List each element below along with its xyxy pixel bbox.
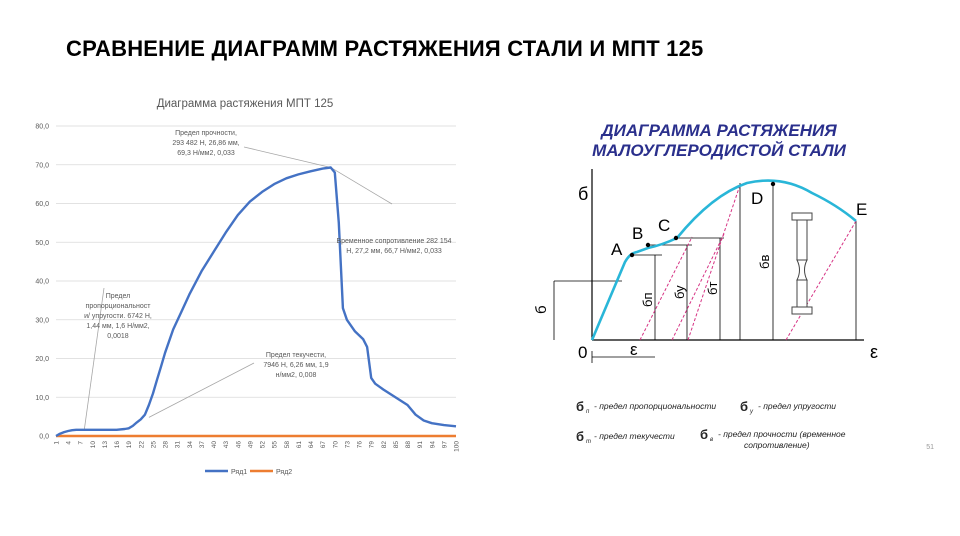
x-tick-label: 37 xyxy=(198,441,206,449)
x-tick-label: 85 xyxy=(392,441,400,449)
x-tick-label: 31 xyxy=(174,441,182,449)
x-tick-label: 61 xyxy=(295,441,303,449)
point-a xyxy=(630,253,634,257)
sigma-sp: бп xyxy=(640,292,655,307)
point-peak xyxy=(771,182,775,186)
legend-label-series2: Ряд2 xyxy=(276,469,293,476)
legend-v-text2: сопротивление) xyxy=(744,440,810,450)
y-tick-label: 20,0 xyxy=(35,356,49,363)
y-tick-label: 10,0 xyxy=(35,394,49,402)
legend-t-text: - предел текучести xyxy=(594,431,675,441)
steel-origin: 0 xyxy=(578,343,588,362)
annotation-line: н/мм2, 0,008 xyxy=(275,372,317,379)
y-tick-label: 80,0 xyxy=(35,123,49,131)
x-tick-label: 100 xyxy=(453,441,461,452)
x-tick-label: 76 xyxy=(356,441,364,449)
annotation-leaders xyxy=(84,147,392,430)
mpt-chart xyxy=(0,90,480,490)
sigma-labels xyxy=(533,255,772,314)
x-tick-label: 91 xyxy=(417,441,425,449)
annotations xyxy=(84,130,452,379)
grid-lines xyxy=(56,126,456,436)
x-tick-label: 28 xyxy=(162,441,170,449)
legend-y-sym: б xyxy=(740,399,749,414)
y-tick-label: 60,0 xyxy=(35,201,49,208)
x-tick-label: 43 xyxy=(223,441,231,449)
sigma-s0: б xyxy=(533,305,550,314)
y-tick-label: 0,0 xyxy=(39,433,49,441)
legend-v-sym: б xyxy=(700,427,709,442)
x-tick-label: 70 xyxy=(332,441,340,449)
legend-p-text: - предел пропорциональности xyxy=(594,401,717,411)
slide-title: СРАВНЕНИЕ ДИАГРАММ РАСТЯЖЕНИЯ СТАЛИ И МПТ 125 xyxy=(66,36,704,61)
y-tick-label: 30,0 xyxy=(35,317,49,325)
steel-curve xyxy=(592,181,856,340)
x-tick-label: 34 xyxy=(186,441,194,449)
chart-title: Диаграмма растяжения МПТ 125 xyxy=(156,98,334,110)
legend-y-sub: у xyxy=(750,409,753,415)
annotation-leader xyxy=(331,167,392,204)
x-tick-label: 7 xyxy=(77,441,85,445)
annotation-line: Н, 27,2 мм, 66,7 Н/мм2, 0,033 xyxy=(346,248,442,255)
x-tick-label: 49 xyxy=(247,441,255,449)
x-tick-label: 40 xyxy=(211,441,219,449)
specimen-icon xyxy=(792,213,812,314)
legend-v-sub: в xyxy=(710,437,714,443)
x-tick-label: 1 xyxy=(53,441,61,445)
x-tick-label: 58 xyxy=(283,441,291,449)
steel-legend xyxy=(576,399,846,450)
label-b: B xyxy=(632,224,644,243)
label-c: C xyxy=(658,216,671,235)
steel-diagram xyxy=(492,107,946,463)
y-tick-label: 70,0 xyxy=(35,162,49,170)
x-tick-label: 73 xyxy=(344,441,352,449)
legend xyxy=(205,469,292,476)
x-tick-label: 88 xyxy=(405,441,413,449)
page-number: 51 xyxy=(926,444,934,451)
x-tick-label: 19 xyxy=(126,441,134,449)
x-tick-labels xyxy=(54,441,461,452)
y-tick-labels xyxy=(35,124,49,441)
y-tick-label: 50,0 xyxy=(35,239,49,247)
x-tick-label: 10 xyxy=(89,441,97,449)
label-a: A xyxy=(611,240,623,259)
x-tick-label: 67 xyxy=(320,441,328,449)
steel-diagram-panel xyxy=(492,107,946,463)
x-tick-label: 22 xyxy=(138,441,146,449)
x-tick-label: 82 xyxy=(380,441,388,449)
steel-title-line2: МАЛОУГЛЕРОДИСТОЙ СТАЛИ xyxy=(592,141,846,160)
x-tick-label: 25 xyxy=(150,441,158,449)
point-c xyxy=(674,236,678,240)
annotation-line: 293 482 Н, 26,86 мм, xyxy=(172,140,240,147)
x-tick-label: 46 xyxy=(235,441,243,449)
steel-axis-x: ε xyxy=(870,342,879,362)
legend-t-sub: т xyxy=(586,439,591,445)
legend-y-text: - предел упругости xyxy=(758,401,837,411)
x-tick-label: 52 xyxy=(259,441,267,449)
sigma-sy: бу xyxy=(672,285,687,299)
point-b xyxy=(646,243,650,247)
annotation-line: Предел прочности, xyxy=(175,130,237,137)
label-d: D xyxy=(751,189,764,208)
steel-eps: ε xyxy=(630,340,638,359)
x-tick-label: 97 xyxy=(441,441,449,449)
x-tick-label: 16 xyxy=(114,441,122,449)
series-lines xyxy=(56,168,456,437)
sigma-sv: бв xyxy=(757,254,772,269)
annotation-line: и/ упругости. 6742 Н, xyxy=(84,313,152,320)
series-line xyxy=(56,168,456,437)
annotation-line: пропорциональност xyxy=(85,303,151,310)
x-tick-label: 13 xyxy=(101,441,109,449)
x-tick-label: 4 xyxy=(65,441,73,445)
label-e: E xyxy=(856,200,868,219)
x-tick-label: 79 xyxy=(368,441,376,449)
annotation-line: 0,0018 xyxy=(107,333,129,340)
steel-axis-y: б xyxy=(578,184,589,204)
legend-label-series1: Ряд1 xyxy=(231,469,248,476)
sigma-st: бт xyxy=(705,281,720,295)
annotation-line: Предел текучести, xyxy=(265,352,327,359)
annotation-line: 7946 Н, 6,26 мм, 1,9 xyxy=(263,362,329,369)
annotation-leader xyxy=(149,363,254,417)
y-tick-label: 40,0 xyxy=(35,278,49,286)
x-tick-label: 94 xyxy=(429,441,437,449)
x-tick-label: 64 xyxy=(308,441,316,449)
annotation-line: Временное сопротивление 282 154 xyxy=(336,238,452,245)
annotation-line: 1,44 мм, 1,6 Н/мм2, xyxy=(86,323,150,330)
legend-p-sub: п xyxy=(586,409,590,415)
unloading-lines xyxy=(640,185,856,340)
x-tick-label: 55 xyxy=(271,441,279,449)
annotation-line: Предел xyxy=(105,293,131,300)
steel-title-line1: ДИАГРАММА РАСТЯЖЕНИЯ xyxy=(601,121,837,140)
annotation-line: 69,3 Н/мм2, 0,033 xyxy=(177,150,235,157)
legend-t-sym: б xyxy=(576,429,585,444)
legend-v-text1: - предел прочности (временное xyxy=(718,429,846,439)
legend-p-sym: б xyxy=(576,399,585,414)
